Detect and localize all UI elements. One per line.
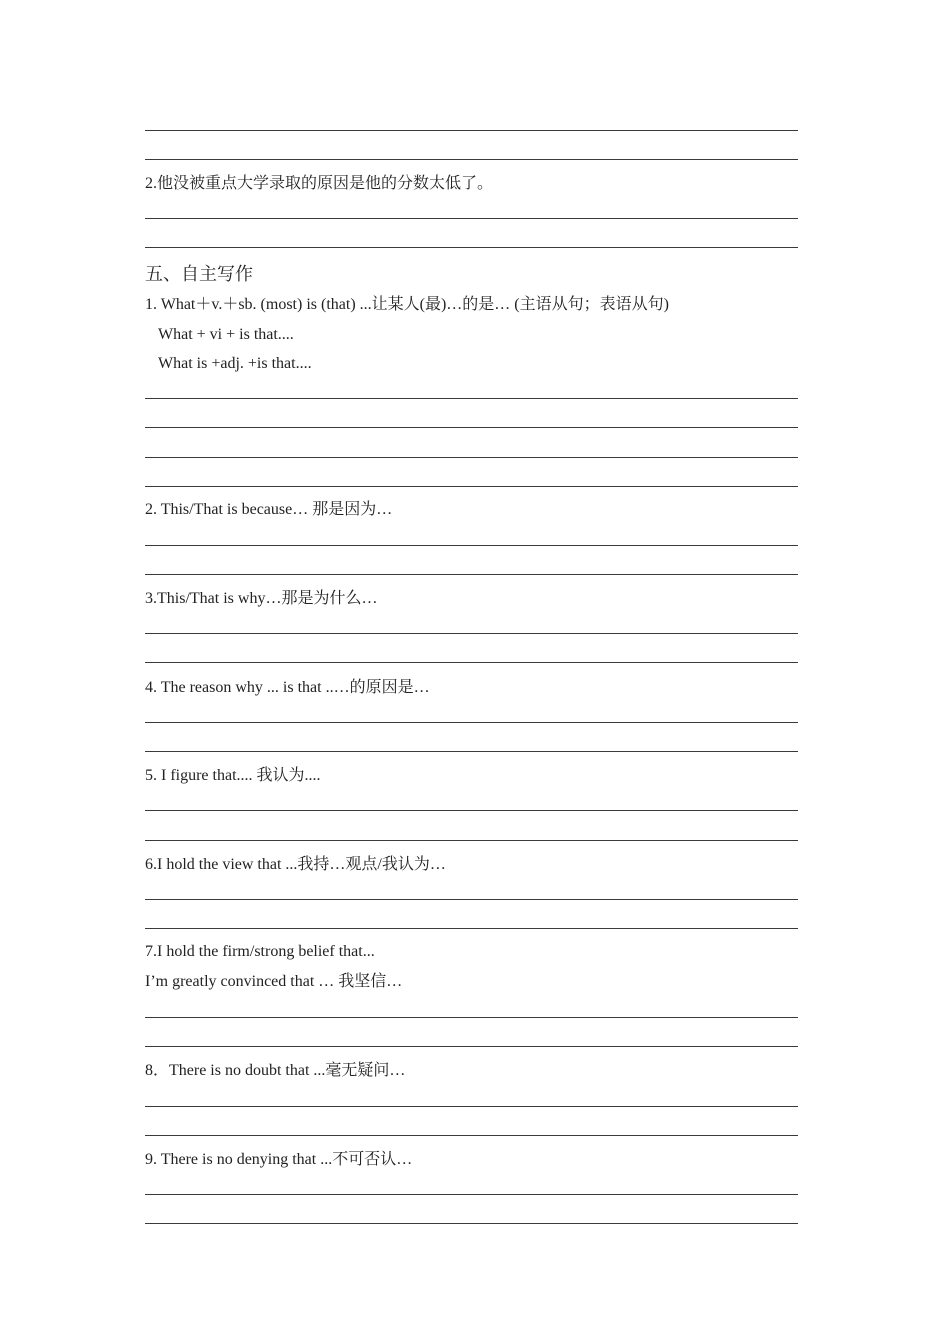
section-title: 五、自主写作	[145, 264, 253, 284]
item-7-line-b: I’m greatly convinced that … 我坚信…	[145, 973, 403, 990]
item-8: 8．There is no doubt that ...毫无疑问…	[145, 1062, 406, 1079]
item-6: 6.I hold the view that ...我持…观点/我认为…	[145, 856, 446, 873]
item-1-variant-a: What + vi + is that....	[158, 326, 294, 343]
answer-line[interactable]	[145, 722, 798, 723]
item-5: 5. I figure that.... 我认为....	[145, 767, 321, 784]
answer-line[interactable]	[145, 899, 798, 900]
answer-line[interactable]	[145, 427, 798, 428]
item-4: 4. The reason why ... is that ..…的原因是…	[145, 679, 430, 696]
answer-line[interactable]	[145, 545, 798, 546]
answer-line[interactable]	[145, 218, 798, 219]
answer-line[interactable]	[145, 574, 798, 575]
answer-line[interactable]	[145, 1223, 798, 1224]
answer-line[interactable]	[145, 457, 798, 458]
answer-line[interactable]	[145, 398, 798, 399]
item-3: 3.This/That is why…那是为什么…	[145, 590, 378, 607]
answer-line[interactable]	[145, 1106, 798, 1107]
answer-line[interactable]	[145, 1017, 798, 1018]
answer-line[interactable]	[145, 662, 798, 663]
item-2: 2. This/That is because… 那是因为…	[145, 501, 393, 518]
answer-line[interactable]	[145, 751, 798, 752]
prompt-2: 2.他没被重点大学录取的原因是他的分数太低了。	[145, 175, 494, 192]
item-1-main: 1. What＋v.＋sb. (most) is (that) ...让某人(最)…的是… (主语从句；表语从句)	[145, 296, 669, 313]
answer-line[interactable]	[145, 247, 798, 248]
item-1-variant-b: What is +adj. +is that....	[158, 355, 312, 372]
answer-line[interactable]	[145, 810, 798, 811]
answer-line[interactable]	[145, 130, 798, 131]
answer-line[interactable]	[145, 159, 798, 160]
answer-line[interactable]	[145, 928, 798, 929]
answer-line[interactable]	[145, 633, 798, 634]
answer-line[interactable]	[145, 840, 798, 841]
answer-line[interactable]	[145, 1194, 798, 1195]
answer-line[interactable]	[145, 1046, 798, 1047]
item-9: 9. There is no denying that ...不可否认…	[145, 1151, 413, 1168]
answer-line[interactable]	[145, 486, 798, 487]
answer-line[interactable]	[145, 1135, 798, 1136]
item-7-line-a: 7.I hold the firm/strong belief that...	[145, 943, 375, 960]
